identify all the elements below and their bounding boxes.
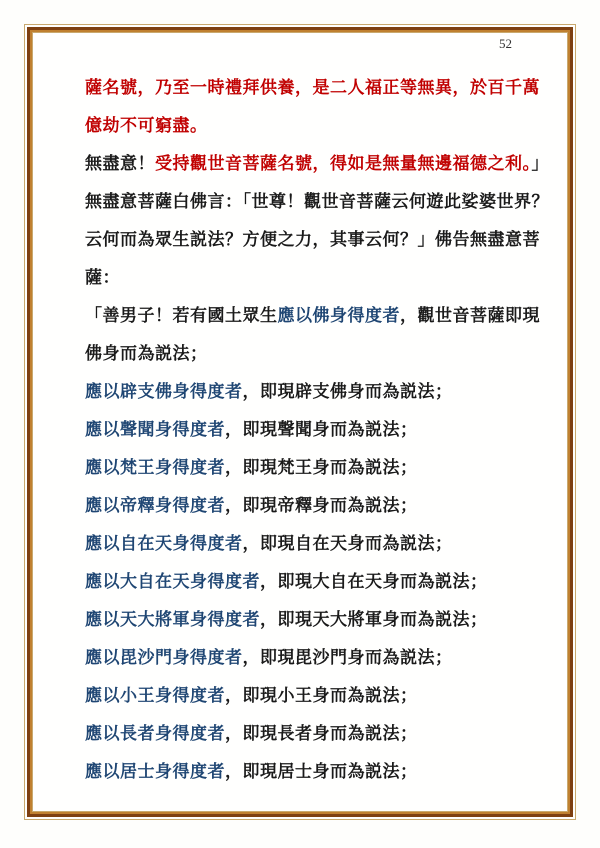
- text-segment-blue: 應以自在天身得度者: [85, 534, 243, 554]
- text-segment-black: ，即現大自在天身而為説法；: [260, 572, 488, 592]
- text-line: [85, 183, 549, 221]
- text-segment-blue: 應以小王身得度者: [85, 686, 225, 706]
- text-line: [85, 221, 540, 259]
- text-segment-blue: 應以佛身得度者: [277, 306, 400, 326]
- text-line: [85, 335, 533, 373]
- text-segment-blue: 應以居士身得度者: [85, 762, 225, 782]
- text-line: [85, 297, 540, 335]
- text-segment-black: 佛身而為説法；: [85, 344, 208, 364]
- text-segment-black: 」: [531, 154, 549, 174]
- text-segment-blue: 應以辟支佛身得度者: [85, 382, 243, 402]
- text-segment-blue: 應以大自在天身得度者: [85, 572, 260, 592]
- text-line: [85, 487, 533, 525]
- text-segment-black: ，即現聲聞身而為説法；: [225, 420, 418, 440]
- text-segment-red: 薩名號，乃至一時禮拜供養，是二人福正等無異，於百千萬: [85, 78, 540, 98]
- text-line: [85, 373, 533, 411]
- text-line: [85, 677, 533, 715]
- text-segment-black: 薩：: [85, 268, 120, 288]
- text-segment-black: ，即現小王身而為説法；: [225, 686, 418, 706]
- text-line: [85, 69, 540, 107]
- text-segment-black: ，即現毘沙門身而為説法；: [242, 648, 453, 668]
- text-line: [85, 525, 533, 563]
- text-segment-black: ，即現辟支佛身而為説法；: [242, 382, 453, 402]
- text-line: [85, 259, 533, 297]
- text-segment-black: ，即現天大將軍身而為説法；: [260, 610, 488, 630]
- text-segment-blue: 應以帝釋身得度者: [85, 496, 225, 516]
- text-line: [85, 715, 533, 753]
- text-line: [85, 449, 533, 487]
- sutra-text-block: [85, 69, 549, 791]
- text-segment-red: 受持觀世音菩薩名號，得如是無量無邊福德之利。: [155, 154, 532, 174]
- text-line: [85, 601, 533, 639]
- text-segment-black: 「善男子！若有國土眾生: [85, 306, 278, 326]
- page-number: 52: [499, 36, 512, 51]
- text-segment-black: 無盡意菩薩白佛言：「世尊！觀世音菩薩云何遊此娑婆世界？: [85, 192, 549, 212]
- text-line: [85, 107, 533, 145]
- text-line: [85, 753, 533, 791]
- text-segment-black: 云何而為眾生説法？方便之力，其事云何？」佛告無盡意菩: [85, 230, 540, 250]
- text-segment-black: ，即現長者身而為説法；: [225, 724, 418, 744]
- text-line: [85, 145, 549, 183]
- text-segment-blue: 應以聲聞身得度者: [85, 420, 225, 440]
- text-line: [85, 563, 533, 601]
- text-segment-blue: 應以長者身得度者: [85, 724, 225, 744]
- text-segment-blue: 應以天大將軍身得度者: [85, 610, 260, 630]
- text-segment-blue: 應以毘沙門身得度者: [85, 648, 243, 668]
- text-line: [85, 639, 533, 677]
- text-line: [85, 411, 533, 449]
- text-segment-blue: 應以梵王身得度者: [85, 458, 225, 478]
- text-segment-black: ，觀世音菩薩即現: [400, 306, 540, 326]
- text-segment-black: ，即現梵王身而為説法；: [225, 458, 418, 478]
- text-segment-black: 無盡意！: [85, 154, 155, 174]
- text-segment-black: ，即現帝釋身而為説法；: [225, 496, 418, 516]
- text-segment-red: 億劫不可窮盡。: [85, 116, 208, 136]
- text-segment-black: ，即現居士身而為説法；: [225, 762, 418, 782]
- text-segment-black: ，即現自在天身而為説法；: [242, 534, 453, 554]
